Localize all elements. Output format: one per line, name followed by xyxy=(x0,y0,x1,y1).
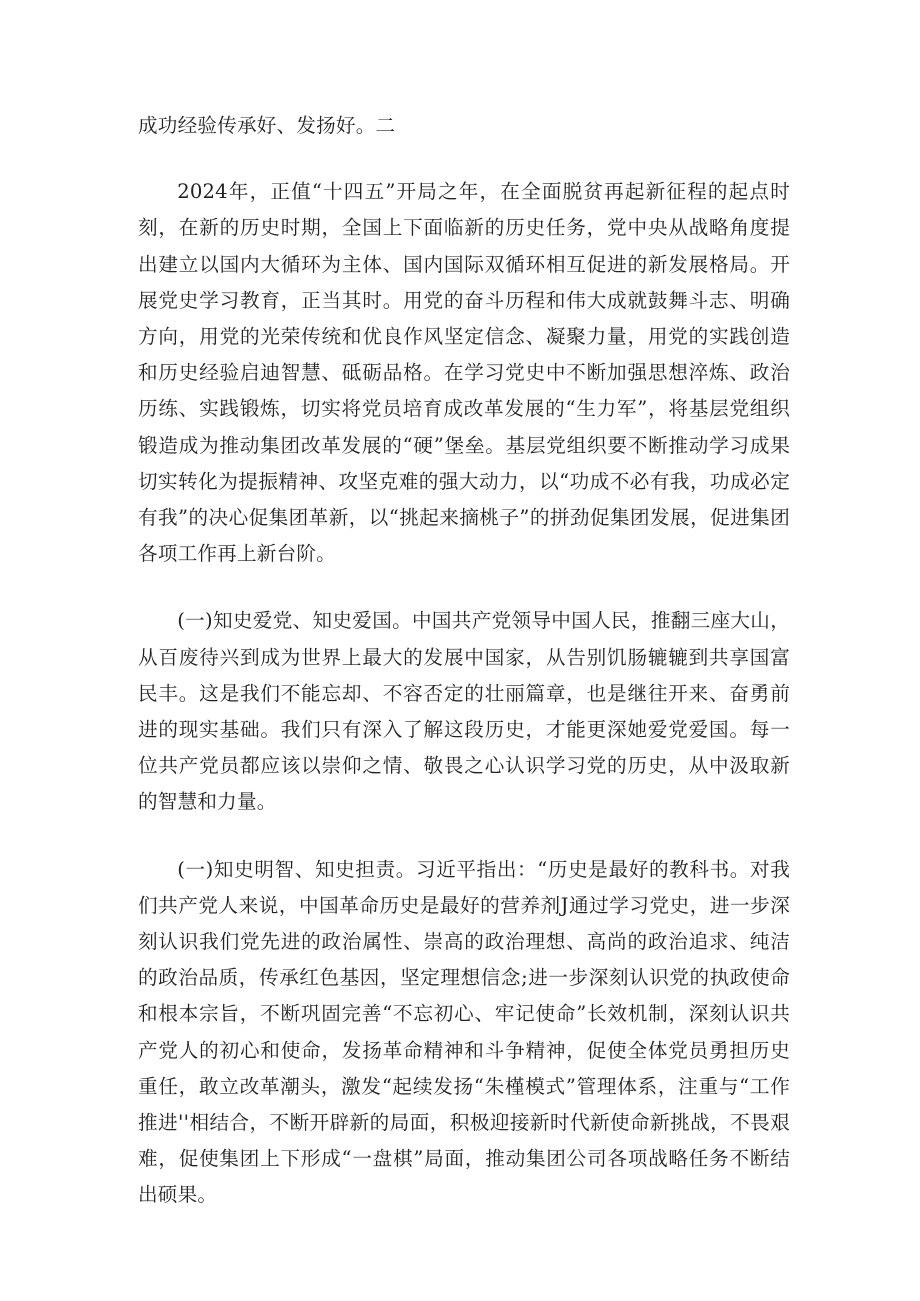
paragraph-continuation: 成功经验传承好、发扬好。二 xyxy=(138,114,396,137)
document-body xyxy=(138,108,790,1214)
paragraph-section-wisdom-responsibility: (一)知史明智、知史担责。习近平指出：“历史是最好的教科书。对我们共产党人来说，中国革命历史是最好的营养剂J通过学习党史，进一步深刻认识我们党先进的政治属性、崇高的政治理想、高尚的政治追求、纯洁的政治品质，传承红色基因，坚定理想信念;进一步深刻认识党的执政使命和根本宗旨，不断巩固完善“不忘初心、牢记使命”长效机制，深刻认识共产党人的初心和使命，发扬革命精神和斗争精神，促使全体党员勇担历史重任，敢立改革潮头，激发“起续发扬“朱槿模式”管理体系，注重与“工作推进''相结合，不断开辟新的局面，积极迎接新时代新使命新挑战，不畏艰难，促使集团上下形成“一盘棋”局面，推动集团公司各项战略任务不断结出硕果。 xyxy=(138,857,790,1207)
paragraph-intro-2024: 2024年，正值“十四五”开局之年，在全面脱贫再起新征程的起点时刻，在新的历史时期，全国上下面临新的历史任务，党中央从战略角度提出建立以国内大循环为主体、国内国际双循环相互促进的新发展格局。开展党史学习教育，正当其时。用党的奋斗历程和伟大成就鼓舞斗志、明确方向，用党的光荣传统和优良作风坚定信念、凝聚力量，用党的实践创造和历史经验启迪智慧、砥砺品格。在学习党史中不断加强思想淬炼、政治历练、实践锻炼，切实将党员培育成改革发展的“生力军”，将基层党组织锻造成为推动集团改革发展的“硬”堡垒。基层党组织要不断推动学习成果切实转化为提振精神、攻坚克难的强大动力，以“功成不必有我，功成必定有我”的决心促集团革新，以“挑起来摘桃子”的拼劲促集团发展，促进集团各项工作再上新台阶。 xyxy=(138,180,790,566)
paragraph-section-love-party: (一)知史爱党、知史爱国。中国共产党领导中国人民，推翻三座大山，从百废待兴到成为世界上最大的发展中国家，从告别饥肠辘辘到共享国富民丰。这是我们不能忘却、不容否定的壮丽篇章，也是继往开来、奋勇前进的现实基础。我们只有深入了解这段历史，才能更深她爱党爱国。每一位共产党员都应该以崇仰之情、敬畏之心认识学习党的历史，从中汲取新的智慧和力量。 xyxy=(138,609,790,814)
